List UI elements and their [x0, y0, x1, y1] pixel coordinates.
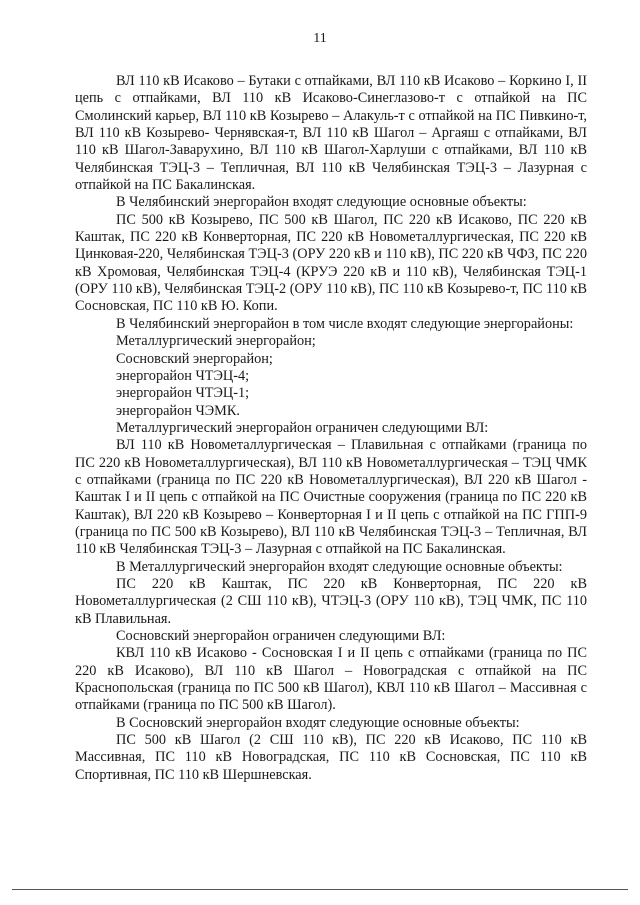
paragraph-chelyabinsk-lines-continued: ВЛ 110 кВ Исаково – Бутаки с отпайками, ВЛ 110 кВ Исаково – Коркино I, II цепь с отпайками, ВЛ 110 кВ Исаково-Синеглазово-т с отпайкой на ПС Смолинский карьер, ВЛ 110 кВ Козырево – Алакуль-т с отпайкой на ПС Пивкино-т, ВЛ 110 кВ Козырево- Чернявская-т, ВЛ 110 кВ Шагол – Аргаяш с отпайками, ВЛ 110 кВ Шагол-Заварухино, ВЛ 110 кВ Шагол-Харлуши с отпайками, ВЛ 110 кВ Челябинская ТЭЦ-3 – Тепличная, ВЛ 110 кВ Челябинская ТЭЦ-3 – Лазурная с отпайкой на ПС Бакалинская. [75, 73, 587, 194]
list-item-chemk: энергорайон ЧЭМК. [116, 402, 241, 419]
paragraph-sosnovsky-lines: КВЛ 110 кВ Исаково - Сосновская I и II цепь с отпайками (граница по ПС 220 кВ Исаково), ВЛ 110 кВ Шагол – Новоградская с отпайкой на ПС Краснопольская (граница по ПС 500 кВ Шагол), КВЛ 110 кВ Шагол – Массивная с отпайками (граница по ПС 500 кВ Шагол). [75, 645, 587, 714]
paragraph-metallurgical-lines-heading: Металлургический энергорайон ограничен следующими ВЛ: [116, 419, 489, 436]
paragraph-sosnovsky-objects: ПС 500 кВ Шагол (2 СШ 110 кВ), ПС 220 кВ Исаково, ПС 110 кВ Массивная, ПС 110 кВ Новоградская, ПС 110 кВ Сосновская, ПС 110 кВ Спортивная, ПС 110 кВ Шершневская. [75, 732, 587, 783]
paragraph-sosnovsky-lines-heading: Сосновский энергорайон ограничен следующими ВЛ: [116, 628, 446, 644]
page-number: 11 [313, 31, 327, 46]
paragraph-sub-regions-heading: В Челябинский энергорайон в том числе входят следующие энергорайоны: [116, 315, 574, 332]
scan-edge-divider [12, 889, 628, 890]
paragraph-metallurgical-objects: ПС 220 кВ Каштак, ПС 220 кВ Конверторная, ПС 220 кВ Новометаллургическая (2 СШ 110 кВ), ЧТЭЦ-3 (ОРУ 110 кВ), ТЭЦ ЧМК, ПС 110 кВ Плавильная. [75, 575, 587, 627]
list-item-chtec-1: энергорайон ЧТЭЦ-1; [116, 385, 250, 402]
paragraph-metallurgical-lines: ВЛ 110 кВ Новометаллургическая – Плавильная с отпайками (граница по ПС 220 кВ Новометаллургическая), ВЛ 110 кВ Новометаллургическая – ТЭЦ ЧМК с отпайками (граница по ПС 220 кВ Новометаллургическая), ВЛ 220 кВ Шагол - Каштак I и II цепь с отпайкой на ПС Очистные сооружения (граница по ПС 220 кВ Каштак), ВЛ 220 кВ Козырево – Конверторная I и II цепь с отпайкой на ПС ГПП-9 (граница по ПС 500 кВ Козырево), ВЛ 110 кВ Челябинская ТЭЦ-3 – Тепличная, ВЛ 110 кВ Челябинская ТЭЦ-3 – Лазурная с отпайкой на ПС Бакалинская. [75, 437, 587, 558]
paragraph-metallurgical-objects-heading: В Металлургический энергорайон входят следующие основные объекты: [116, 558, 563, 575]
paragraph-chelyabinsk-objects: ПС 500 кВ Козырево, ПС 500 кВ Шагол, ПС 220 кВ Исаково, ПС 220 кВ Каштак, ПС 220 кВ Конверторная, ПС 220 кВ Новометаллургическая, ПС 220 кВ Цинковая-220, Челябинская ТЭЦ-3 (ОРУ 220 кВ и 110 кВ), ПС 220 кВ ЧФЗ, ПС 220 кВ Хромовая, Челябинская ТЭЦ-4 (КРУЭ 220 кВ и 110 кВ), Челябинская ТЭЦ-1 (ОРУ 110 кВ), Челябинская ТЭЦ-2 (ОРУ 110 кВ), ПС 110 кВ Козырево-т, ПС 110 кВ Сосновская, ПС 110 кВ Ю. Копи. [75, 211, 587, 315]
list-item-sosnovsky: Сосновский энергорайон; [116, 350, 273, 367]
paragraph-chelyabinsk-objects-heading: В Челябинский энергорайон входят следующие основные объекты: [116, 194, 527, 211]
document-body [75, 73, 587, 784]
list-item-metallurgical: Металлургический энергорайон; [116, 333, 316, 350]
list-item-chtec-4: энергорайон ЧТЭЦ-4; [116, 367, 250, 384]
paragraph-sosnovsky-objects-heading: В Сосновский энергорайон входят следующие основные объекты: [116, 714, 520, 731]
